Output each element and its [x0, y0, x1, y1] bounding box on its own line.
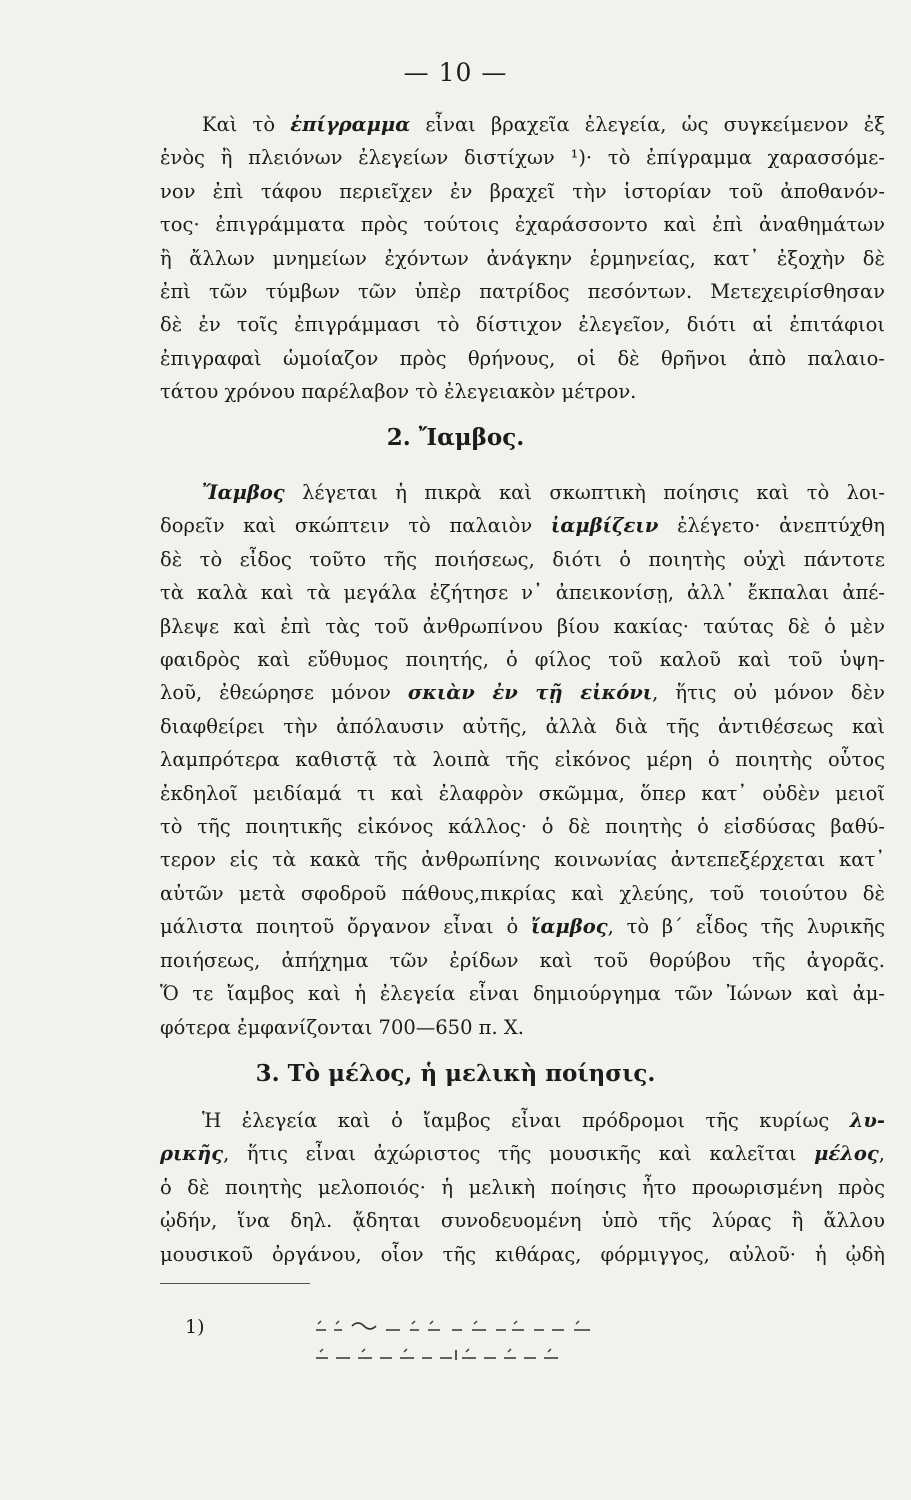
text-line: μουσικοῦ ὀργάνου, οἷον τῆς κιθάρας, φόρμιγγος, αὐλοῦ· ἡ ᾠδὴ	[160, 1242, 885, 1266]
text-line: Καὶ τὸ ἐπίγραμμα εἶναι βραχεῖα ἐλεγεία, ὡς συγκείμενον ἐξ	[202, 113, 885, 136]
text-line: ρικῆς, ἥτις εἶναι ἀχώριστος τῆς μουσικῆς καὶ καλεῖται μέλος,	[160, 1142, 885, 1166]
text-line: φαιδρὸς καὶ εὔθυμος ποιητής, ὁ φίλος τοῦ καλοῦ καὶ τοῦ ὑψη-	[160, 648, 885, 672]
page-number: — 10 —	[403, 58, 508, 87]
text-line: δορεῖν καὶ σκώπτειν τὸ παλαιὸν ἰαμβίζειν ἐλέγετο· ἀνεπτύχθη	[160, 514, 885, 538]
text-line: τὰ καλὰ καὶ τὰ μεγάλα ἐζήτησε ν᾽ ἀπεικονίσῃ, ἀλλ᾽ ἔκπαλαι ἀπέ-	[160, 581, 885, 605]
text-line: ἑνὸς ἢ πλειόνων ἐλεγείων διστίχων ¹)· τὸ ἐπίγραμμα χαρασσόμε-	[160, 146, 885, 170]
text-line: μάλιστα ποιητοῦ ὄργανον εἶναι ὁ ἴαμβος, τὸ β΄ εἶδος τῆς λυρικῆς	[160, 915, 885, 939]
text-line: τερον εἰς τὰ κακὰ τῆς ἀνθρωπίνης κοινωνίας ἀντεπεξέρχεται κατ᾽	[160, 848, 885, 872]
text-line: ἐπιγραφαὶ ὡμοίαζον πρὸς θρήνους, οἱ δὲ θρῆνοι ἀπὸ παλαιο-	[160, 346, 885, 370]
text-line: βλεψε καὶ ἐπὶ τὰς τοῦ ἀνθρωπίνου βίου κακίας· ταύτας δὲ ὁ μὲν	[160, 614, 885, 638]
text-line: Ἴαμβος λέγεται ἡ πικρὰ καὶ σκωπτικὴ ποίησις καὶ τὸ λοι-	[202, 481, 885, 504]
text-line: φότερα ἐμφανίζονται 700—650 π. Χ.	[160, 1015, 524, 1039]
text-line: ἐκδηλοῖ μειδίαμά τι καὶ ἐλαφρὸν σκῶμμα, ὅπερ κατ᾽ οὐδὲν μειοῖ	[160, 781, 885, 805]
text-line: τος· ἐπιγράμματα πρὸς τούτοις ἐχαράσσοντο καὶ ἐπὶ ἀναθημάτων	[160, 213, 885, 237]
text-line: δὲ τὸ εἶδος τοῦτο τῆς ποιήσεως, διότι ὁ ποιητὴς οὐχὶ πάντοτε	[160, 547, 885, 571]
text-line: λοῦ, ἐθεώρησε μόνον σκιὰν ἐν τῇ εἰκόνι, ἥτις οὐ μόνον δὲν	[160, 681, 885, 705]
text-line: ποιήσεως, ἀπήχημα τῶν ἐρίδων καὶ τοῦ θορύβου τῆς ἀγορᾶς.	[160, 948, 885, 972]
footnote-marker: 1)	[185, 1316, 205, 1338]
text-line: διαφθείρει τὴν ἀπόλαυσιν αὐτῆς, ἀλλὰ διὰ τῆς ἀντιθέσεως καὶ	[160, 714, 885, 738]
text-line: Ἡ ἐλεγεία καὶ ὁ ἴαμβος εἶναι πρόδρομοι τῆς κυρίως λυ-	[202, 1109, 885, 1132]
text-line: αὐτῶν μετὰ σφοδροῦ πάθους,πικρίας καὶ χλεύης, τοῦ τοιούτου δὲ	[160, 881, 885, 905]
footnote-divider	[160, 1283, 310, 1284]
text-line: Ὅ τε ἴαμβος καὶ ἡ ἐλεγεία εἶναι δημιούργημα τῶν Ἰώνων καὶ ἀμ-	[160, 982, 885, 1006]
text-line: λαμπρότερα καθιστᾷ τὰ λοιπὰ τῆς εἰκόνος μέρη ὁ ποιητὴς οὗτος	[160, 748, 885, 772]
text-line: τάτου χρόνου παρέλαβον τὸ ἐλεγειακὸν μέτρον.	[160, 380, 637, 404]
paragraph-melos	[160, 1104, 885, 1271]
text-line: ὁ δὲ ποιητὴς μελοποιός· ἡ μελικὴ ποίησις ἦτο προωρισμένη πρὸς	[160, 1175, 885, 1199]
section-heading-iambos: 2. Ἴαμβος.	[386, 424, 525, 451]
section-heading-melos: 3. Τὸ μέλος, ἡ μελικὴ ποίησις.	[255, 1060, 656, 1087]
illegible-footnote-line-1	[312, 1318, 632, 1334]
text-line: τὸ τῆς ποιητικῆς εἰκόνος κάλλος· ὁ δὲ ποιητὴς ὁ εἰσδύσας βαθύ-	[160, 815, 885, 839]
text-line: ᾠδήν, ἵνα δηλ. ᾄδηται συνοδευομένη ὑπὸ τῆς λύρας ἢ ἄλλου	[160, 1209, 885, 1233]
illegible-footnote-line-2	[312, 1346, 632, 1362]
text-line: νον ἐπὶ τάφου περιεῖχεν ἐν βραχεῖ τὴν ἱστορίαν τοῦ ἀποθανόν-	[160, 179, 885, 203]
text-line: δὲ ἐν τοῖς ἐπιγράμμασι τὸ δίστιχον ἐλεγεῖον, διότι αἱ ἐπιτάφιοι	[160, 313, 885, 337]
paragraph-iambos	[160, 476, 885, 1044]
text-line: ἢ ἄλλων μνημείων ἐχόντων ἀνάγκην ἑρμηνείας, κατ᾽ ἐξοχὴν δὲ	[160, 246, 885, 270]
paragraph-epigram	[160, 108, 885, 409]
text-line: ἐπὶ τῶν τύμβων τῶν ὑπὲρ πατρίδος πεσόντων. Μετεχειρίσθησαν	[160, 280, 885, 304]
